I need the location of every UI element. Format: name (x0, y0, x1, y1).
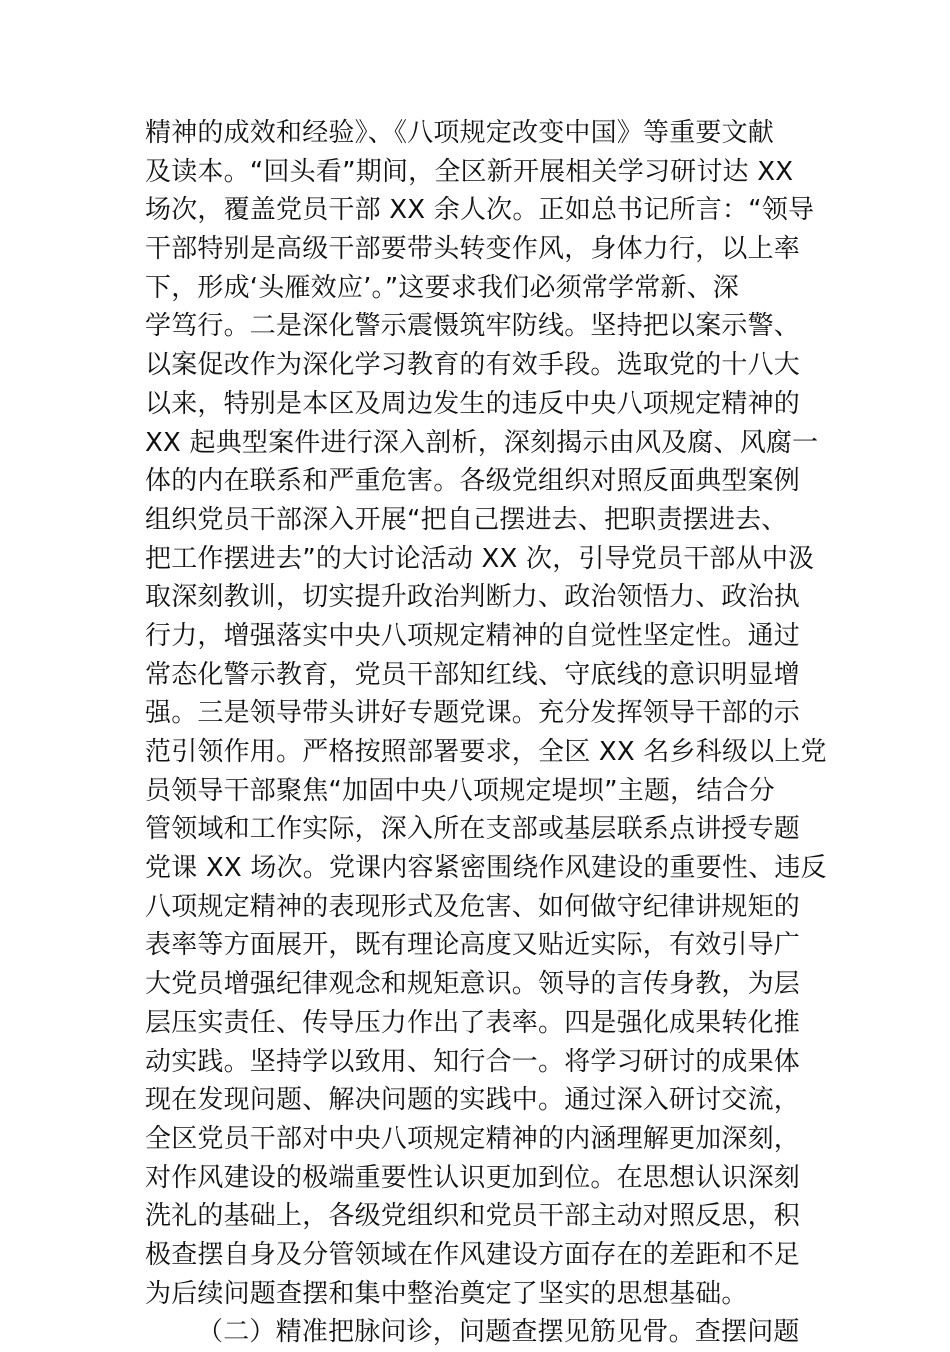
text-line: 学笃行。二是深化警示震慑筑牢防线。坚持把以案示警、 (145, 311, 801, 342)
text-line: 范引领作用。严格按照部署要求，全区 XX 名乡科级以上党 (145, 737, 827, 767)
text-line: 以来，特别是本区及周边发生的违反中央八项规定精神的 (145, 388, 801, 419)
text-line: 下，形成‘头雁效应’。”这要求我们必须常学常新、深 (145, 272, 739, 303)
text-line: 全区党员干部对中央八项规定精神的内涵理解更加深刻， (145, 1123, 801, 1154)
text-line: 极查摆自身及分管领域在作风建设方面存在的差距和不足 (145, 1239, 801, 1270)
text-line: 为后续问题查摆和集中整治奠定了坚实的思想基础。 (145, 1278, 748, 1309)
text-line: 常态化警示教育，党员干部知红线、守底线的意识明显增 (145, 659, 801, 690)
text-line: 把工作摆进去”的大讨论活动 XX 次，引导党员干部从中汲 (145, 543, 815, 574)
text-line: 洗礼的基础上，各级党组织和党员干部主动对照反思，积 (145, 1201, 801, 1232)
text-line: 党课 XX 场次。党课内容紧密围绕作风建设的重要性、违反 (145, 853, 827, 884)
text-line: 场次，覆盖党员干部 XX 余人次。正如总书记所言：“领导 (145, 195, 815, 226)
text-line: 强。三是领导带头讲好专题党课。充分发挥领导干部的示 (145, 698, 801, 729)
text-line: 对作风建设的极端重要性认识更加到位。在思想认识深刻 (145, 1162, 801, 1193)
text-line: 员领导干部聚焦“加固中央八项规定堤坝”主题，结合分 (145, 775, 775, 806)
text-line: 取深刻教训，切实提升政治判断力、政治领悟力、政治执 (145, 582, 801, 613)
body-text (145, 114, 827, 1352)
text-line: 及读本。“回头看”期间，全区新开展相关学习研讨达 XX (145, 156, 794, 187)
text-line: 现在发现问题、解决问题的实践中。通过深入研讨交流， (145, 1085, 801, 1116)
text-line: 管领域和工作实际，深入所在支部或基层联系点讲授专题 (145, 814, 801, 845)
text-line: 组织党员干部深入开展“把自己摆进去、把职责摆进去、 (145, 504, 788, 535)
text-line: 以案促改作为深化学习教育的有效手段。选取党的十八大 (145, 350, 801, 381)
text-line: 大党员增强纪律观念和规矩意识。领导的言传身教，为层 (145, 969, 801, 1000)
text-line: 八项规定精神的表现形式及危害、如何做守纪律讲规矩的 (145, 891, 801, 922)
text-line: 体的内在联系和严重危害。各级党组织对照反面典型案例 (145, 466, 801, 497)
text-line: 精神的成效和经验》、《八项规定改变中国》等重要文献 (145, 118, 775, 148)
text-line: 干部特别是高级干部要带头转变作风，身体力行，以上率 (145, 234, 801, 265)
text-line: 表率等方面展开，既有理论高度又贴近实际，有效引导广 (145, 930, 801, 961)
text-line: 层压实责任、传导压力作出了表率。四是强化成果转化推 (145, 1007, 801, 1038)
text-line: 行力，增强落实中央八项规定精神的自觉性坚定性。通过 (145, 620, 801, 651)
section-heading-line: （二）精准把脉问诊，问题查摆见筋见骨。查摆问题 (197, 1317, 800, 1348)
text-line: XX 起典型案件进行深入剖析，深刻揭示由风及腐、风腐一 (145, 427, 819, 458)
text-line: 动实践。坚持学以致用、知行合一。将学习研讨的成果体 (145, 1046, 801, 1077)
